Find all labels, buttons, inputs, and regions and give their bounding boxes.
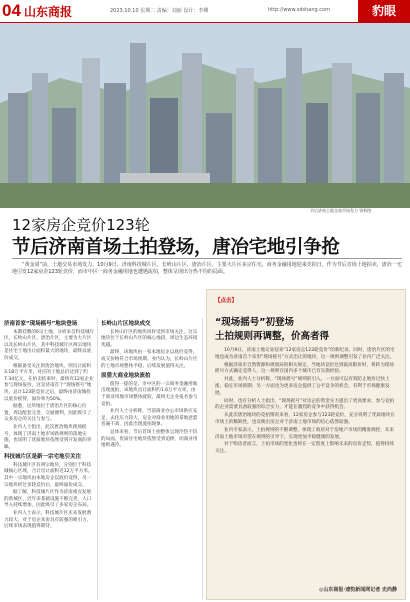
paragraph: 科技城片区有两宗地块，分别位于科技城核心区域，合计出让面积近12万平方米。其中一宗地块由本地房企以底价竞得，另一宗地块经过多轮竞价后，最终溢价成交。 [4,462,93,488]
sidebar-box [206,289,406,600]
sidebar-subtitle: 土拍规则再调整，价高者得 [215,331,330,342]
cityscape-photo [0,23,410,208]
paragraph: 长岭山片区的地块同样受到市场关注，这宗地块位于长岭山片区的核心地段，周边生态环境优越。 [101,329,198,348]
paragraph: 值得一提的是，市中区的一宗商务金融用地出现流拍，该地块出让面积约1.6万平方米，由于商业用地市场整体疲软，最终无企业报名参与竞拍。 [101,381,198,407]
article-subhead: 12家房企竞价123轮 [12,216,150,234]
section-title: 原猎大商业地块流拍 [101,373,151,380]
paragraph: 最终，该地块由一家本地房企以底价竞得，成交价格符合市场预期。业内认为，长岭山片区的土地市场整体平稳，后续发展值得关注。 [101,350,198,369]
sidebar-tag: 【点击】 [215,298,238,304]
photo-caption: 节后济南土地交易市场发力 资料图 [310,208,372,213]
page-number: 04 [2,1,21,20]
section-title: 长岭山片区地块成交 [101,321,151,327]
paragraph: 据悉，这块地位于唐冶片区的核心位置，周边配套完善，交通便利，因此吸引了众多房企的关注与参与。 [4,404,92,423]
paragraph: 同时，也有分析人士指出，“现场摇号”对房企的资金实力提出了更高要求，参与竞拍的企业需要具备较强的综合实力，才能在激烈的竞争中获得机会。 [215,398,395,411]
column-divider [202,318,203,600]
paragraph: 本期挂牌的6宗土地，分析来自科技城片区、长岭山片区、唐冶片区，主要为大片区以及长岭山片区，其中科技城片区两宗地块是住宅土地出让面积最大的地块，最终以底价成交。 [4,329,95,361]
article-column-1 [4,318,95,602]
article-lead: “黄金周”前，土地交易市场发力。10月9日，济南科技城片区、长岭山片区、唐冶片区、主要大片区多宗住宅、商务金融用地迎来竞拍日，作为节后首场土地拍卖，唐冶一宅地引发12家房企123轮竞价，而市中区一商务金融用地也遭遇流拍，整体呈现出分热不均的局面。 [12,262,402,276]
section-title: 济南首家“现场摇号”地块登场 [4,321,78,327]
section-badge: 豹眼 [358,0,410,22]
section-title: 科技城片区是新一宗宅地引关注 [4,454,82,461]
paragraph: 业内人士分析称，当前商业办公市场供应充足，去化压力较大，房企对商业用地的拿地意愿普遍不高，因此出现流拍现象。 [101,409,198,428]
article-column-2 [101,318,199,602]
masthead [0,0,410,22]
paragraph: 据了解，科技城片区作为济南重点发展的新城区，近年来基础设施不断完善，人口导入持续增加，因此吸引了多家房企布局。 [4,490,92,509]
dateline: 2023.10.10 星期二 责编：刘丽 设计：李卿 [110,8,209,14]
sidebar-title: “现场摇号”初登场 [215,317,294,328]
paragraph: 业内人士表示，科技城片区未来发展潜力较大，对于房企来说具有较强的吸引力，后续市场表现值得期待。 [4,511,92,530]
paragraph: 从此次唐冶地块的竞拍情况来看，12家房企参与123轮竞价，充分说明了优质地块在市场上的稀缺性，也反映出房企对于济南土地市场的信心依然较强。 [215,413,395,425]
paragraph: 10月9日，济南土地交易迎来“12家房企123轮竞价”的新纪录，同时，唐冶片区的宅地也成为济南首个采用“现场摇号”方式出让的地块，这一规则调整引发了业内广泛关注。 [215,348,395,360]
headline-divider [12,258,402,259]
paragraph: 对此，业内人士分析称，“现场摇号”规则的引入，一方面可以有效防止地价过快上涨，稳定市场预期；另一方面也为更多房企提供了公平竞争的机会，有利于市场健康发展。 [215,377,390,396]
sidebar-byline: ◎山东商报·速豹新闻网记者 史尚静 [318,587,397,593]
paragraph: 根据济南市自然资源和规划局的相关规定，当地块竞价达到最高限价时，将转为现场摇号方式确定竞得人，这一规则在国内多个城市已有实施经验。 [215,362,394,375]
paragraph: 对于购房者而言，土拍市场的变化也将在一定程度上影响未来的房价走势，值得持续关注。 [215,442,394,455]
paragraph: 总体来看，节后首场土拍整体呈现冷热不均的局面，优质住宅地块依然受到追捧，而商业用地则遇冷。 [101,429,198,449]
paragraph: 根据备受关注的唐冶地块，则出让面积3.18万平方米，对应的土地总价达到了约7.34亿元，在拍卖结束时，最终有12家企业参与现场报价，这是济南首个“现场摇号”地块，总计123轮竞价之后，最终由济南城投以底价摇得，溢价率为50%。 [4,363,94,402]
sidebar-body [215,348,397,456]
paragraph: 业内专家表示，土拍规则的不断调整，体现了政府对于房地产市场的精准调控，未来济南土地市场有望在规则的引导下，实现更加平稳健康的发展。 [215,427,394,440]
website-link[interactable]: http://www.sdshang.com [268,7,330,13]
column-divider [97,318,98,600]
article-headline: 节后济南首场土拍登场，唐冶宅地引争抢 [12,237,340,258]
paper-name: 山东商报 [24,5,73,19]
paragraph: 业内人士指出，此次唐冶地块现场摇号，体现了济南土地市场新规则的落地实施，也说明了优质地块依然受到开发商的青睐。 [4,424,92,450]
